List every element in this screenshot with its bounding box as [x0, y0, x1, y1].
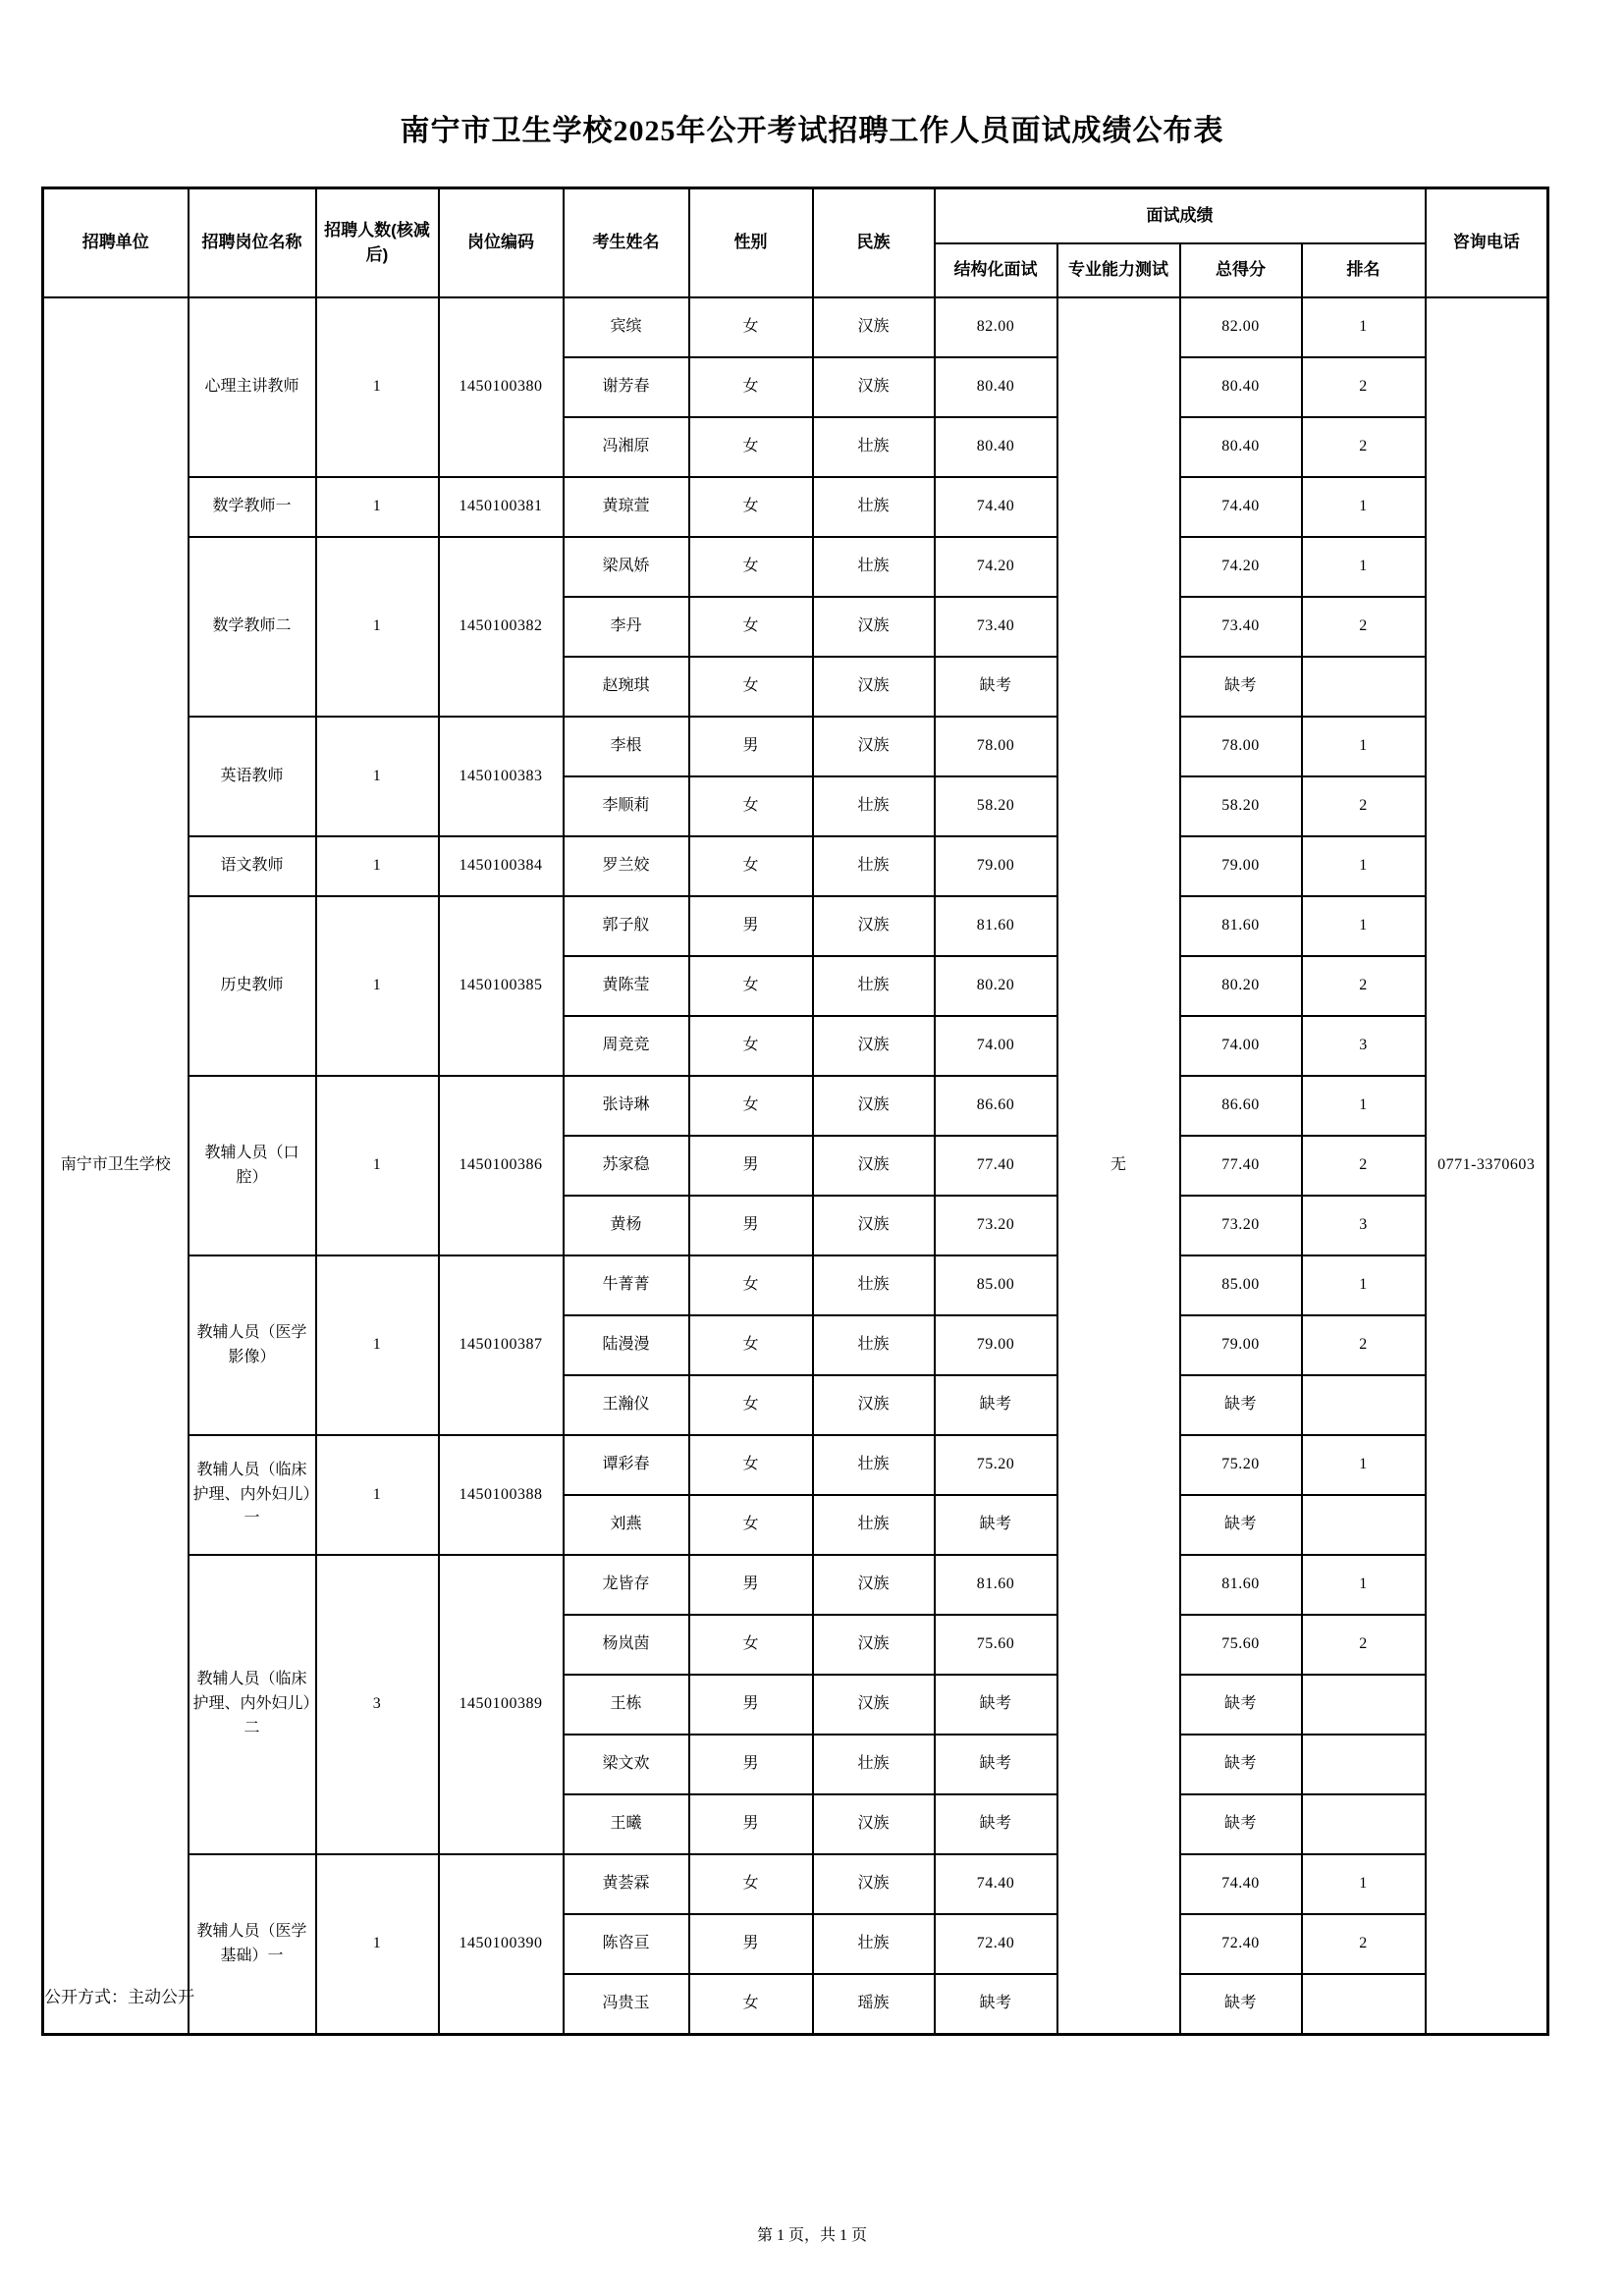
candidate-name-cell: 龙皆存 — [564, 1555, 689, 1615]
structured-score-cell: 58.20 — [935, 776, 1057, 836]
rank-cell: 1 — [1302, 836, 1426, 896]
gender-cell: 女 — [689, 1315, 813, 1375]
rank-cell: 1 — [1302, 896, 1426, 956]
header-rank: 排名 — [1302, 243, 1426, 297]
total-score-cell: 78.00 — [1180, 717, 1302, 776]
code-cell: 1450100390 — [439, 1854, 564, 2035]
total-score-cell: 79.00 — [1180, 1315, 1302, 1375]
total-score-cell: 缺考 — [1180, 1375, 1302, 1435]
structured-score-cell: 85.00 — [935, 1255, 1057, 1315]
page-title: 南宁市卫生学校2025年公开考试招聘工作人员面试成绩公布表 — [400, 115, 1224, 147]
gender-cell: 男 — [689, 717, 813, 776]
gender-cell: 女 — [689, 1076, 813, 1136]
ethnicity-cell: 壮族 — [813, 776, 935, 836]
code-cell: 1450100380 — [439, 297, 564, 477]
candidate-name-cell: 王瀚仪 — [564, 1375, 689, 1435]
ethnicity-cell: 汉族 — [813, 1016, 935, 1076]
structured-score-cell: 74.40 — [935, 477, 1057, 537]
ethnicity-cell: 汉族 — [813, 297, 935, 357]
candidate-name-cell: 王曦 — [564, 1794, 689, 1854]
gender-cell: 女 — [689, 297, 813, 357]
rank-cell: 2 — [1302, 1315, 1426, 1375]
structured-score-cell: 73.20 — [935, 1196, 1057, 1255]
candidate-row — [43, 836, 1548, 896]
total-score-cell: 80.40 — [1180, 357, 1302, 417]
gender-cell: 女 — [689, 1854, 813, 1914]
rank-cell: 3 — [1302, 1196, 1426, 1255]
gender-cell: 女 — [689, 776, 813, 836]
rank-cell: 2 — [1302, 776, 1426, 836]
rank-cell: 1 — [1302, 537, 1426, 597]
total-score-cell: 82.00 — [1180, 297, 1302, 357]
header-code: 岗位编码 — [439, 188, 564, 298]
total-score-cell: 85.00 — [1180, 1255, 1302, 1315]
position-cell: 语文教师 — [189, 836, 316, 896]
candidate-name-cell: 谭彩春 — [564, 1435, 689, 1495]
interview-score-table — [41, 187, 1549, 2036]
candidate-name-cell: 冯贵玉 — [564, 1974, 689, 2035]
gender-cell: 女 — [689, 597, 813, 657]
header-name: 考生姓名 — [564, 188, 689, 298]
ethnicity-cell: 汉族 — [813, 1675, 935, 1735]
candidate-name-cell: 宾缤 — [564, 297, 689, 357]
ethnicity-cell: 壮族 — [813, 1735, 935, 1794]
structured-score-cell: 74.00 — [935, 1016, 1057, 1076]
ethnicity-cell: 壮族 — [813, 477, 935, 537]
count-cell: 1 — [316, 1854, 439, 2035]
candidate-name-cell: 陈咨亘 — [564, 1914, 689, 1974]
candidate-name-cell: 谢芳春 — [564, 357, 689, 417]
count-cell: 1 — [316, 297, 439, 477]
count-cell: 1 — [316, 896, 439, 1076]
total-score-cell: 81.60 — [1180, 1555, 1302, 1615]
ethnicity-cell: 汉族 — [813, 1375, 935, 1435]
header-position: 招聘岗位名称 — [189, 188, 316, 298]
candidate-name-cell: 赵琬琪 — [564, 657, 689, 717]
total-score-cell: 80.40 — [1180, 417, 1302, 477]
position-cell: 教辅人员（口腔） — [189, 1076, 316, 1255]
code-cell: 1450100381 — [439, 477, 564, 537]
candidate-name-cell: 周竞竞 — [564, 1016, 689, 1076]
rank-cell: 2 — [1302, 417, 1426, 477]
gender-cell: 女 — [689, 836, 813, 896]
ethnicity-cell: 汉族 — [813, 1854, 935, 1914]
count-cell: 1 — [316, 537, 439, 717]
code-cell: 1450100384 — [439, 836, 564, 896]
candidate-name-cell: 梁文欢 — [564, 1735, 689, 1794]
structured-score-cell: 74.40 — [935, 1854, 1057, 1914]
candidate-name-cell: 陆漫漫 — [564, 1315, 689, 1375]
total-score-cell: 73.40 — [1180, 597, 1302, 657]
ethnicity-cell: 汉族 — [813, 896, 935, 956]
total-score-cell: 缺考 — [1180, 1794, 1302, 1854]
page-number-footer: 第 1 页，共 1 页 — [756, 2227, 867, 2244]
code-cell: 1450100385 — [439, 896, 564, 1076]
structured-score-cell: 82.00 — [935, 297, 1057, 357]
header-total: 总得分 — [1180, 243, 1302, 297]
candidate-name-cell: 黄荟霖 — [564, 1854, 689, 1914]
candidate-row — [43, 1255, 1548, 1315]
ethnicity-cell: 汉族 — [813, 357, 935, 417]
candidate-row — [43, 717, 1548, 776]
ethnicity-cell: 汉族 — [813, 717, 935, 776]
gender-cell: 女 — [689, 1016, 813, 1076]
count-cell: 3 — [316, 1555, 439, 1854]
structured-score-cell: 缺考 — [935, 1974, 1057, 2035]
ethnicity-cell: 壮族 — [813, 1435, 935, 1495]
gender-cell: 女 — [689, 477, 813, 537]
structured-score-cell: 74.20 — [935, 537, 1057, 597]
header-unit: 招聘单位 — [43, 188, 189, 298]
rank-cell: 1 — [1302, 1255, 1426, 1315]
professional-test-cell: 无 — [1057, 297, 1180, 2035]
rank-cell — [1302, 1675, 1426, 1735]
code-cell: 1450100383 — [439, 717, 564, 836]
structured-score-cell: 81.60 — [935, 1555, 1057, 1615]
position-cell: 数学教师二 — [189, 537, 316, 717]
rank-cell — [1302, 1974, 1426, 2035]
position-cell: 数学教师一 — [189, 477, 316, 537]
header-count: 招聘人数(核减后) — [316, 188, 439, 298]
ethnicity-cell: 壮族 — [813, 1255, 935, 1315]
rank-cell: 2 — [1302, 1136, 1426, 1196]
gender-cell: 男 — [689, 1794, 813, 1854]
code-cell: 1450100387 — [439, 1255, 564, 1435]
ethnicity-cell: 汉族 — [813, 1794, 935, 1854]
candidate-name-cell: 李丹 — [564, 597, 689, 657]
total-score-cell: 72.40 — [1180, 1914, 1302, 1974]
structured-score-cell: 缺考 — [935, 1794, 1057, 1854]
total-score-cell: 74.40 — [1180, 1854, 1302, 1914]
rank-cell — [1302, 1794, 1426, 1854]
code-cell: 1450100389 — [439, 1555, 564, 1854]
structured-score-cell: 86.60 — [935, 1076, 1057, 1136]
rank-cell: 1 — [1302, 1076, 1426, 1136]
candidate-name-cell: 冯湘原 — [564, 417, 689, 477]
count-cell: 1 — [316, 836, 439, 896]
rank-cell: 1 — [1302, 1435, 1426, 1495]
structured-score-cell: 75.20 — [935, 1435, 1057, 1495]
candidate-name-cell: 牛菁菁 — [564, 1255, 689, 1315]
header-gender: 性别 — [689, 188, 813, 298]
candidate-name-cell: 梁凤娇 — [564, 537, 689, 597]
gender-cell: 女 — [689, 1375, 813, 1435]
total-score-cell: 77.40 — [1180, 1136, 1302, 1196]
structured-score-cell: 缺考 — [935, 1495, 1057, 1555]
rank-cell: 1 — [1302, 717, 1426, 776]
structured-score-cell: 73.40 — [935, 597, 1057, 657]
gender-cell: 女 — [689, 1615, 813, 1675]
structured-score-cell: 79.00 — [935, 1315, 1057, 1375]
gender-cell: 女 — [689, 1974, 813, 2035]
rank-cell: 1 — [1302, 297, 1426, 357]
rank-cell: 2 — [1302, 956, 1426, 1016]
candidate-row — [43, 896, 1548, 956]
ethnicity-cell: 壮族 — [813, 1914, 935, 1974]
candidate-row — [43, 537, 1548, 597]
total-score-cell: 80.20 — [1180, 956, 1302, 1016]
candidate-name-cell: 黄陈莹 — [564, 956, 689, 1016]
ethnicity-cell: 壮族 — [813, 956, 935, 1016]
candidate-row — [43, 477, 1548, 537]
candidate-row — [43, 1854, 1548, 1914]
header-interview-group: 面试成绩 — [935, 188, 1426, 244]
gender-cell: 女 — [689, 956, 813, 1016]
structured-score-cell: 79.00 — [935, 836, 1057, 896]
rank-cell: 1 — [1302, 1854, 1426, 1914]
ethnicity-cell: 壮族 — [813, 1495, 935, 1555]
gender-cell: 男 — [689, 1136, 813, 1196]
count-cell: 1 — [316, 1255, 439, 1435]
total-score-cell: 74.20 — [1180, 537, 1302, 597]
structured-score-cell: 缺考 — [935, 1735, 1057, 1794]
candidate-row — [43, 297, 1548, 357]
rank-cell — [1302, 657, 1426, 717]
structured-score-cell: 缺考 — [935, 1675, 1057, 1735]
header-row-1 — [43, 188, 1548, 244]
candidate-name-cell: 王栋 — [564, 1675, 689, 1735]
structured-score-cell: 75.60 — [935, 1615, 1057, 1675]
candidate-row — [43, 1435, 1548, 1495]
ethnicity-cell: 汉族 — [813, 1555, 935, 1615]
candidate-name-cell: 杨岚茵 — [564, 1615, 689, 1675]
gender-cell: 男 — [689, 1196, 813, 1255]
total-score-cell: 75.20 — [1180, 1435, 1302, 1495]
gender-cell: 女 — [689, 537, 813, 597]
header-professional: 专业能力测试 — [1057, 243, 1180, 297]
total-score-cell: 缺考 — [1180, 1495, 1302, 1555]
code-cell: 1450100382 — [439, 537, 564, 717]
count-cell: 1 — [316, 1076, 439, 1255]
unit-cell: 南宁市卫生学校 — [43, 297, 189, 2035]
gender-cell: 女 — [689, 1255, 813, 1315]
phone-cell: 0771-3370603 — [1426, 297, 1548, 2035]
ethnicity-cell: 汉族 — [813, 1136, 935, 1196]
total-score-cell: 86.60 — [1180, 1076, 1302, 1136]
rank-cell: 1 — [1302, 477, 1426, 537]
total-score-cell: 缺考 — [1180, 1675, 1302, 1735]
structured-score-cell: 72.40 — [935, 1914, 1057, 1974]
ethnicity-cell: 壮族 — [813, 537, 935, 597]
header-ethnicity: 民族 — [813, 188, 935, 298]
position-cell: 教辅人员（医学影像） — [189, 1255, 316, 1435]
rank-cell: 2 — [1302, 357, 1426, 417]
total-score-cell: 缺考 — [1180, 1974, 1302, 2035]
rank-cell: 1 — [1302, 1555, 1426, 1615]
structured-score-cell: 80.20 — [935, 956, 1057, 1016]
rank-cell: 2 — [1302, 1615, 1426, 1675]
table-header — [43, 188, 1548, 298]
gender-cell: 男 — [689, 1675, 813, 1735]
rank-cell: 3 — [1302, 1016, 1426, 1076]
gender-cell: 女 — [689, 357, 813, 417]
candidate-name-cell: 刘燕 — [564, 1495, 689, 1555]
ethnicity-cell: 汉族 — [813, 1076, 935, 1136]
ethnicity-cell: 瑶族 — [813, 1974, 935, 2035]
total-score-cell: 73.20 — [1180, 1196, 1302, 1255]
position-cell: 心理主讲教师 — [189, 297, 316, 477]
gender-cell: 女 — [689, 1435, 813, 1495]
count-cell: 1 — [316, 717, 439, 836]
count-cell: 1 — [316, 477, 439, 537]
ethnicity-cell: 壮族 — [813, 836, 935, 896]
position-cell: 教辅人员（医学基础）一 — [189, 1854, 316, 2035]
structured-score-cell: 81.60 — [935, 896, 1057, 956]
structured-score-cell: 77.40 — [935, 1136, 1057, 1196]
total-score-cell: 缺考 — [1180, 1735, 1302, 1794]
gender-cell: 男 — [689, 1555, 813, 1615]
disclosure-note: 公开方式：主动公开 — [44, 1988, 194, 2006]
total-score-cell: 缺考 — [1180, 657, 1302, 717]
structured-score-cell: 80.40 — [935, 417, 1057, 477]
candidate-name-cell: 李根 — [564, 717, 689, 776]
candidate-row — [43, 1555, 1548, 1615]
rank-cell: 2 — [1302, 597, 1426, 657]
total-score-cell: 79.00 — [1180, 836, 1302, 896]
header-phone: 咨询电话 — [1426, 188, 1548, 298]
count-cell: 1 — [316, 1435, 439, 1555]
candidate-name-cell: 黄杨 — [564, 1196, 689, 1255]
position-cell: 教辅人员（临床护理、内外妇儿）二 — [189, 1555, 316, 1854]
position-cell: 英语教师 — [189, 717, 316, 836]
gender-cell: 女 — [689, 657, 813, 717]
structured-score-cell: 缺考 — [935, 657, 1057, 717]
structured-score-cell: 缺考 — [935, 1375, 1057, 1435]
candidate-name-cell: 黄琼萱 — [564, 477, 689, 537]
table-body — [43, 297, 1548, 2035]
rank-cell: 2 — [1302, 1914, 1426, 1974]
header-structured: 结构化面试 — [935, 243, 1057, 297]
ethnicity-cell: 汉族 — [813, 1615, 935, 1675]
code-cell: 1450100386 — [439, 1076, 564, 1255]
candidate-name-cell: 李顺莉 — [564, 776, 689, 836]
total-score-cell: 81.60 — [1180, 896, 1302, 956]
rank-cell — [1302, 1375, 1426, 1435]
total-score-cell: 74.00 — [1180, 1016, 1302, 1076]
gender-cell: 男 — [689, 896, 813, 956]
rank-cell — [1302, 1735, 1426, 1794]
ethnicity-cell: 汉族 — [813, 657, 935, 717]
candidate-name-cell: 张诗琳 — [564, 1076, 689, 1136]
ethnicity-cell: 汉族 — [813, 1196, 935, 1255]
structured-score-cell: 80.40 — [935, 357, 1057, 417]
candidate-name-cell: 罗兰姣 — [564, 836, 689, 896]
candidate-name-cell: 郭子舣 — [564, 896, 689, 956]
gender-cell: 女 — [689, 417, 813, 477]
code-cell: 1450100388 — [439, 1435, 564, 1555]
position-cell: 教辅人员（临床护理、内外妇儿）一 — [189, 1435, 316, 1555]
total-score-cell: 74.40 — [1180, 477, 1302, 537]
candidate-row — [43, 1076, 1548, 1136]
total-score-cell: 75.60 — [1180, 1615, 1302, 1675]
total-score-cell: 58.20 — [1180, 776, 1302, 836]
rank-cell — [1302, 1495, 1426, 1555]
ethnicity-cell: 壮族 — [813, 1315, 935, 1375]
ethnicity-cell: 汉族 — [813, 597, 935, 657]
gender-cell: 男 — [689, 1914, 813, 1974]
structured-score-cell: 78.00 — [935, 717, 1057, 776]
position-cell: 历史教师 — [189, 896, 316, 1076]
ethnicity-cell: 壮族 — [813, 417, 935, 477]
candidate-name-cell: 苏家稳 — [564, 1136, 689, 1196]
gender-cell: 男 — [689, 1735, 813, 1794]
gender-cell: 女 — [689, 1495, 813, 1555]
